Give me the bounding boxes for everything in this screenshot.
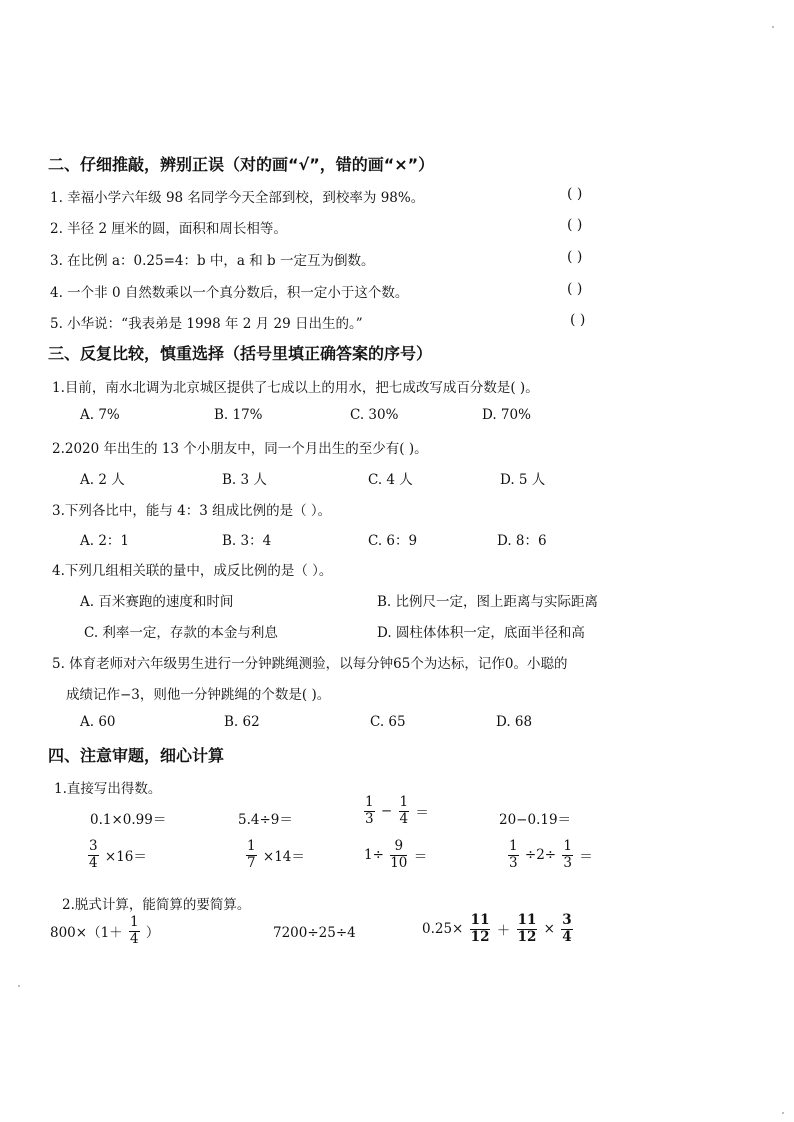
denominator: 3 — [365, 810, 374, 827]
expression-rest: ×14＝ — [262, 849, 305, 865]
denominator: 4 — [89, 854, 98, 871]
operator: × — [543, 921, 555, 937]
numerator: 1 — [399, 794, 409, 810]
fraction — [390, 840, 407, 870]
numerator: 1 — [509, 838, 518, 854]
operator: − — [380, 803, 393, 819]
q5-option-d[interactable]: D. 68 — [496, 714, 533, 730]
calc-2a — [86, 840, 147, 870]
denominator: 4 — [129, 930, 139, 947]
expression-rest: ×16＝ — [104, 849, 147, 865]
numerator: 9 — [390, 840, 407, 856]
numerator: 11 — [470, 912, 490, 928]
equals-sign: ＝ — [413, 849, 428, 865]
scan-speck — [18, 985, 20, 987]
q4-option-c[interactable]: C. 利率一定，存款的本金与利息 — [84, 625, 278, 641]
q2-option-a[interactable]: A. 2 人 — [80, 472, 125, 488]
operator: ＋ — [496, 923, 511, 939]
q4-option-b[interactable]: B. 比例尺一定，图上距离与实际距离 — [377, 594, 599, 610]
q2-option-c[interactable]: C. 4 人 — [368, 472, 413, 488]
numerator: 1 — [129, 914, 139, 930]
numerator: 11 — [517, 912, 537, 928]
q1-option-b[interactable]: B. 17% — [214, 407, 263, 423]
calc-1c — [362, 796, 429, 826]
fraction — [517, 914, 538, 944]
q1-option-d[interactable]: D. 70% — [482, 407, 531, 423]
expression-suffix: ） — [145, 925, 160, 941]
q1-option-a[interactable]: A. 7% — [80, 407, 120, 423]
q4-option-d[interactable]: D. 圆柱体体积一定，底面半径和高 — [377, 625, 585, 641]
calc-1d: 20−0.19＝ — [499, 812, 572, 828]
calc-2b — [244, 840, 305, 870]
calc-3c — [422, 914, 575, 944]
answer-blank-3[interactable]: ( ) — [567, 249, 583, 265]
fraction — [399, 796, 410, 826]
calc-1a: 0.1×0.99＝ — [90, 812, 167, 828]
operator: ÷2÷ — [524, 847, 557, 863]
fraction — [246, 840, 257, 870]
q5-option-a[interactable]: A. 60 — [80, 714, 116, 730]
q5-option-c[interactable]: C. 65 — [370, 714, 406, 730]
q2-option-b[interactable]: B. 3 人 — [222, 472, 267, 488]
q2-option-d[interactable]: D. 5 人 — [500, 472, 546, 488]
denominator: 12 — [517, 928, 537, 945]
judge-item-5: 5. 小华说：“我表弟是 1998 年 2 月 29 日出生的。” — [50, 316, 363, 332]
calc-3a — [50, 916, 159, 946]
q5-option-b[interactable]: B. 62 — [224, 714, 260, 730]
calc-1b: 5.4÷9＝ — [238, 812, 293, 828]
answer-blank-5[interactable]: ( ) — [570, 312, 586, 328]
fraction — [129, 916, 140, 946]
numerator: 3 — [562, 912, 572, 928]
q1-option-c[interactable]: C. 30% — [350, 407, 399, 423]
q3-option-c[interactable]: C. 6：9 — [368, 533, 418, 549]
q3-option-d[interactable]: D. 8：6 — [497, 533, 547, 549]
choice-question-5-line1: 5. 体育老师对六年级男生进行一分钟跳绳测验，以每分钟65个为达标，记作0。小聪的 — [52, 656, 568, 672]
section3-heading: 三、反复比较，慎重选择（括号里填正确答案的序号） — [48, 344, 433, 363]
scan-speck — [782, 1112, 784, 1114]
answer-blank-2[interactable]: ( ) — [567, 217, 583, 233]
expression-prefix: 800×（1＋ — [50, 925, 123, 941]
denominator: 4 — [399, 810, 409, 827]
choice-question-5-line2: 成绩记作−3，则他一分钟跳绳的个数是( )。 — [66, 687, 331, 703]
denominator: 10 — [390, 854, 408, 871]
denominator: 7 — [247, 854, 256, 871]
choice-question-2: 2.2020 年出生的 13 个小朋友中，同一个月出生的至少有( )。 — [52, 441, 428, 457]
expression-prefix: 0.25× — [422, 921, 464, 937]
expression-prefix: 1÷ — [364, 847, 384, 863]
q3-option-b[interactable]: B. 3：4 — [222, 533, 272, 549]
section2-heading: 二、仔细推敲，辨别正误（对的画“√”，错的画“×”） — [48, 155, 435, 174]
calc-3b: 7200÷25÷4 — [273, 925, 356, 941]
numerator: 1 — [247, 838, 256, 854]
fraction — [470, 914, 491, 944]
equals-sign: ＝ — [579, 849, 593, 865]
denominator: 3 — [509, 854, 518, 871]
section4-heading: 四、注意审题，细心计算 — [48, 746, 225, 765]
judge-item-3: 3. 在比例 a：0.25=4：b 中，a 和 b 一定互为倒数。 — [50, 253, 375, 269]
numerator: 3 — [89, 838, 98, 854]
judge-item-1: 1. 幸福小学六年级 98 名同学今天全部到校，到校率为 98%。 — [50, 190, 425, 206]
fraction — [562, 840, 573, 870]
answer-blank-1[interactable]: ( ) — [567, 186, 583, 202]
answer-blank-4[interactable]: ( ) — [567, 281, 583, 297]
scan-speck — [772, 26, 774, 28]
judge-item-2: 2. 半径 2 厘米的圆，面积和周长相等。 — [50, 221, 287, 237]
numerator: 1 — [563, 838, 572, 854]
fraction — [88, 840, 99, 870]
equals-sign: ＝ — [415, 805, 429, 821]
fraction — [508, 840, 519, 870]
denominator: 4 — [562, 928, 572, 945]
fraction — [364, 796, 375, 826]
sub-question-1: 1.直接写出得数。 — [54, 781, 162, 797]
sub-question-2: 2.脱式计算，能简算的要简算。 — [62, 897, 251, 913]
denominator: 12 — [470, 928, 490, 945]
q3-option-a[interactable]: A. 2：1 — [80, 533, 130, 549]
numerator: 1 — [365, 794, 374, 810]
choice-question-3: 3.下列各比中，能与 4：3 组成比例的是（ ）。 — [52, 503, 332, 519]
calc-2c — [364, 840, 427, 870]
q4-option-a[interactable]: A. 百米赛跑的速度和时间 — [80, 594, 234, 610]
choice-question-1: 1.目前，南水北调为北京城区提供了七成以上的用水，把七成改写成百分数是( )。 — [52, 380, 539, 396]
denominator: 3 — [563, 854, 572, 871]
fraction — [561, 914, 572, 944]
judge-item-4: 4. 一个非 0 自然数乘以一个真分数后，积一定小于这个数。 — [50, 285, 409, 301]
calc-2d — [506, 840, 593, 870]
choice-question-4: 4.下列几组相关联的量中，成反比例的是（ ）。 — [52, 563, 333, 579]
